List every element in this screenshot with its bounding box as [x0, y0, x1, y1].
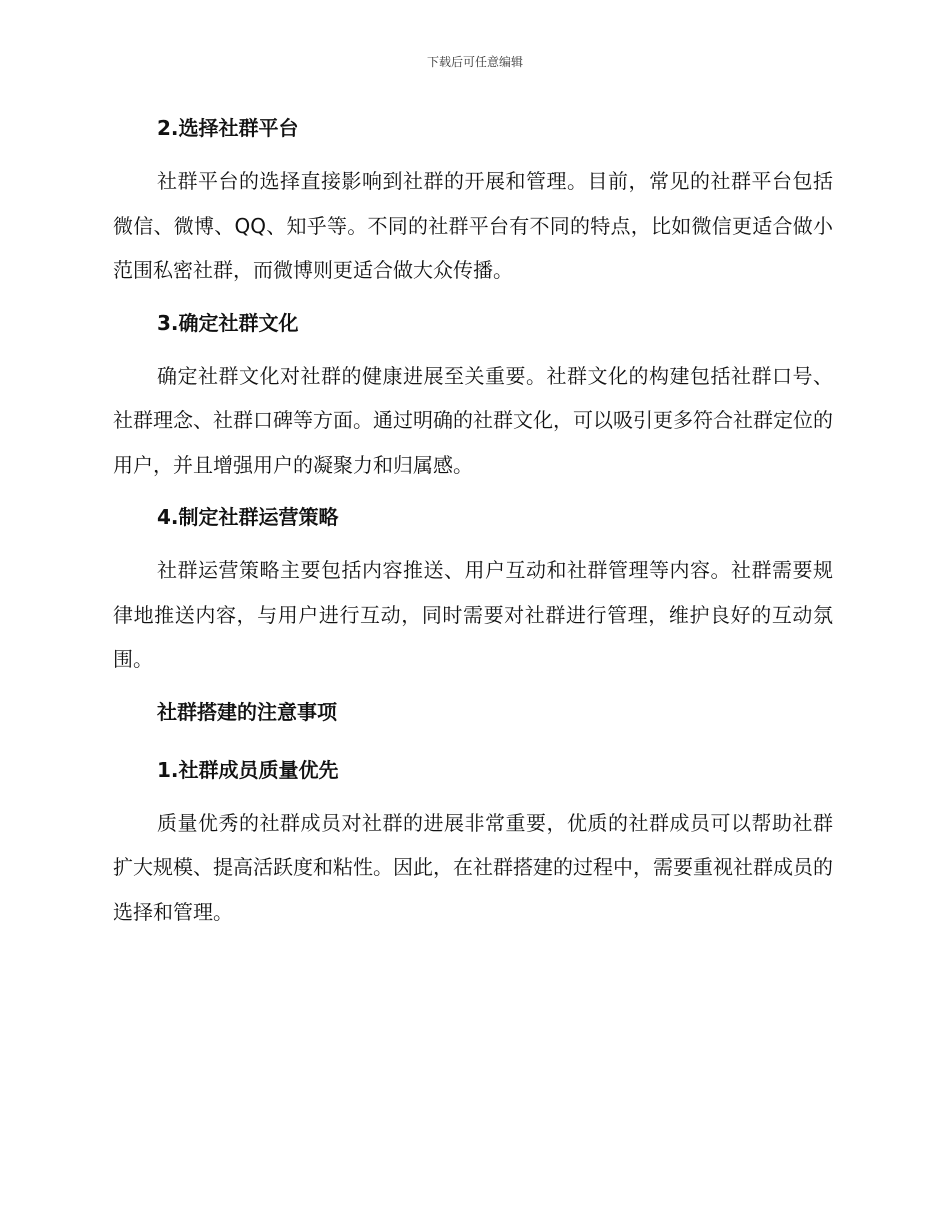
paragraph-operation-strategy: 社群运营策略主要包括内容推送、用户互动和社群管理等内容。社群需要规律地推送内容，与用户进行互动，同时需要对社群进行管理，维护良好的互动氛围。: [113, 558, 833, 671]
paragraph-community-culture: 确定社群文化对社群的健康进展至关重要。社群文化的构建包括社群口号、社群理念、社群口碑等方面。通过明确的社群文化，可以吸引更多符合社群定位的用户，并且增强用户的凝聚力和归属感。: [113, 363, 833, 477]
paragraph-select-platform: 社群平台的选择直接影响到社群的开展和管理。目前，常见的社群平台包括微信、微博、QQ、知乎等。不同的社群平台有不同的特点，比如微信更适合做小范围私密社群，而微博则更适合做大众传播。: [113, 169, 833, 282]
header-note: 下载后可任意编辑: [426, 55, 523, 69]
heading-select-platform: 2.选择社群平台: [157, 116, 299, 140]
document-content: [113, 112, 833, 934]
heading-operation-strategy: 4.制定社群运营策略: [157, 505, 339, 529]
heading-community-culture: 3.确定社群文化: [157, 310, 299, 335]
heading-member-quality: 1.社群成员质量优先: [157, 757, 339, 782]
paragraph-member-quality: 质量优秀的社群成员对社群的进展非常重要，优质的社群成员可以帮助社群扩大规模、提高活跃度和粘性。因此，在社群搭建的过程中，需要重视社群成员的选择和管理。: [113, 810, 833, 924]
heading-building-notes: 社群搭建的注意事项: [157, 699, 337, 724]
